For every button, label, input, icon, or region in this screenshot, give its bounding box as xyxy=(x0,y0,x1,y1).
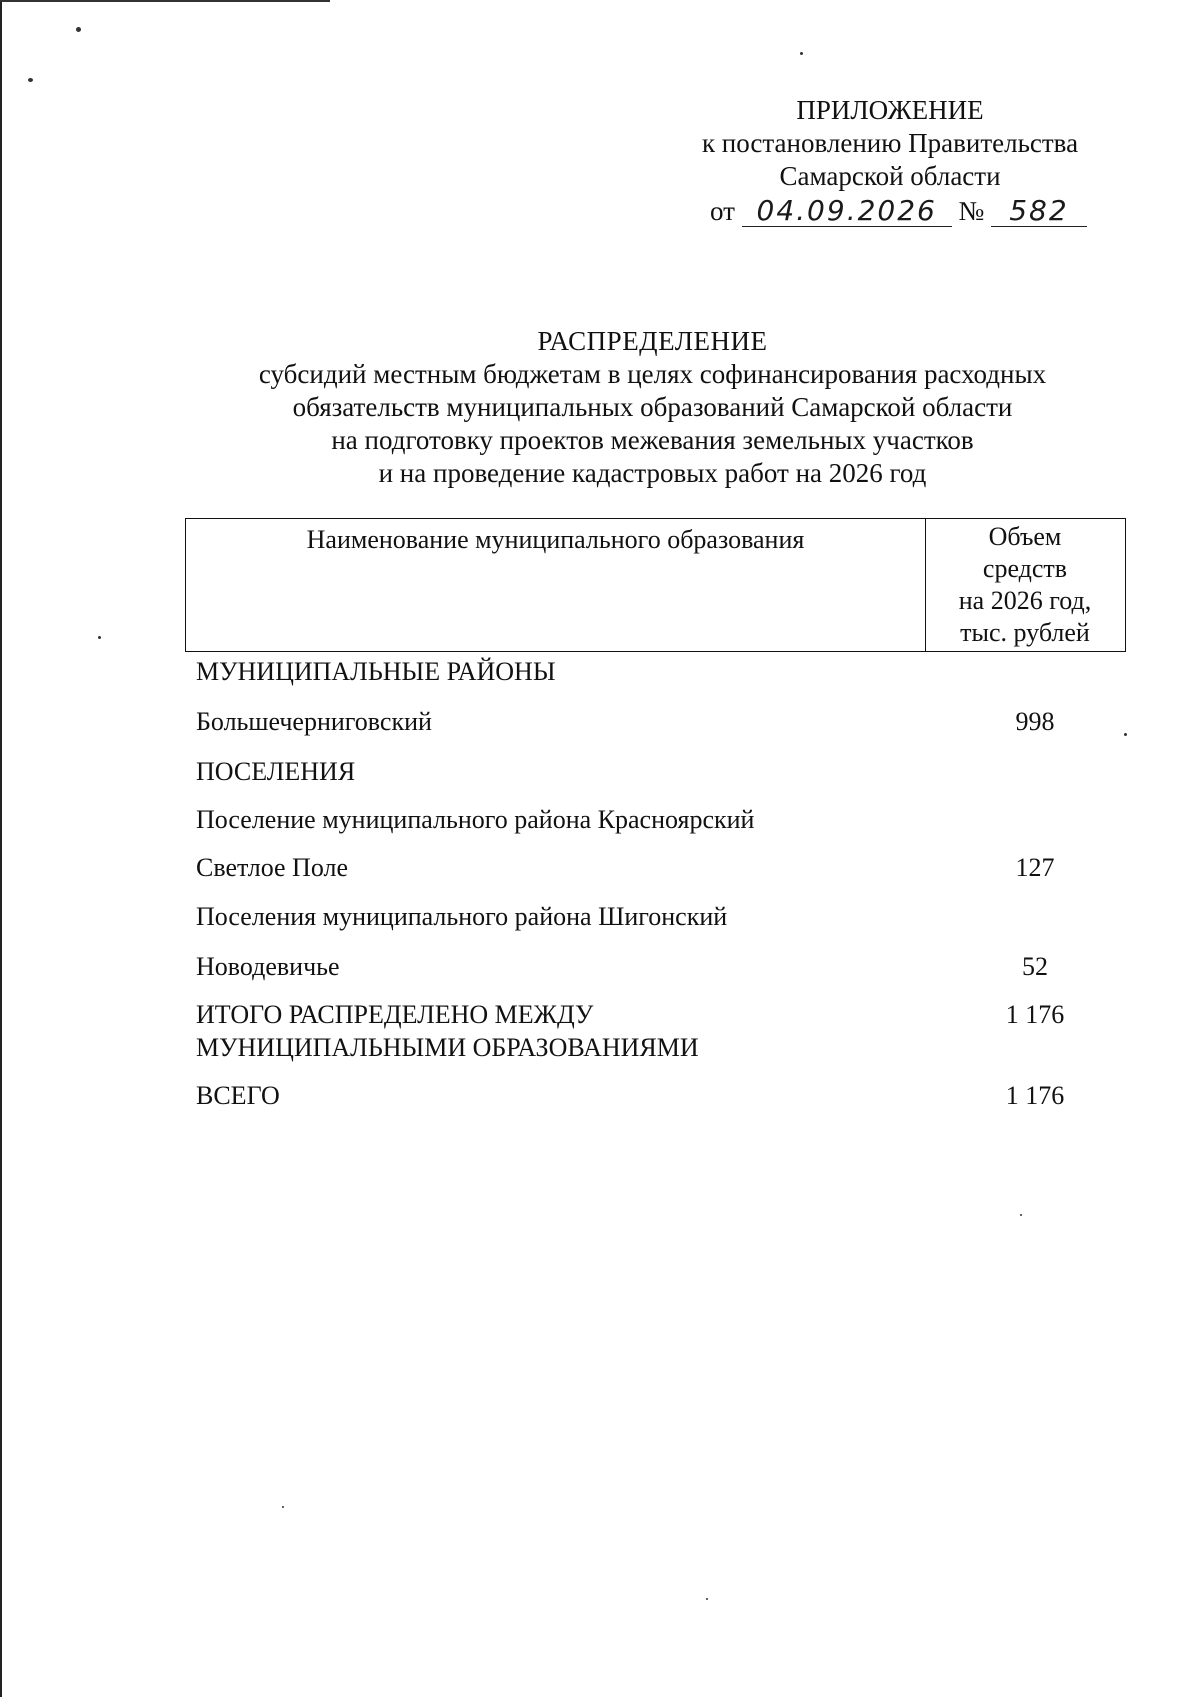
scan-speck xyxy=(800,52,803,55)
document-heading xyxy=(180,325,1125,490)
header-amount-line: средств xyxy=(982,554,1068,583)
table-header xyxy=(185,518,1126,652)
scan-speck xyxy=(1020,1214,1022,1216)
scan-speck xyxy=(282,1506,284,1508)
row-value: 1 176 xyxy=(1005,1081,1065,1110)
row-name: Большечерниговский xyxy=(196,707,432,736)
number-field xyxy=(991,196,1087,227)
scan-speck xyxy=(706,1598,708,1600)
row-name: Новодевичье xyxy=(196,952,340,981)
row-name-line: МУНИЦИПАЛЬНЫМИ ОБРАЗОВАНИЯМИ xyxy=(196,1033,699,1062)
row-value: 1 176 xyxy=(1005,1000,1065,1029)
row-value: 998 xyxy=(1015,707,1055,736)
row-name-line: ИТОГО РАСПРЕДЕЛЕНО МЕЖДУ xyxy=(196,1000,594,1029)
heading-line: и на проведение кадастровых работ на 2026 год xyxy=(378,458,927,488)
heading-line: субсидий местным бюджетам в целях софинансирования расходных xyxy=(258,359,1047,389)
heading-line: обязательств муниципальных образований Самарской области xyxy=(292,392,1013,422)
row-name: ПОСЕЛЕНИЯ xyxy=(196,757,356,786)
header-name-column: Наименование муниципального образования xyxy=(186,519,926,651)
header-amount-line: на 2026 год, xyxy=(958,586,1092,615)
document-title: РАСПРЕДЕЛЕНИЕ xyxy=(537,326,768,356)
heading-line: на подготовку проектов межевания земельных участков xyxy=(331,425,974,455)
approval-reference xyxy=(660,195,1120,228)
approval-stamp-block xyxy=(660,94,1120,228)
date-field xyxy=(742,196,952,227)
number-prefix: № xyxy=(958,196,985,226)
scan-speck xyxy=(76,27,81,32)
row-value: 127 xyxy=(1015,853,1055,882)
row-name: Поселения муниципального района Шигонский xyxy=(196,902,728,931)
approval-line: к постановлению Правительства xyxy=(701,128,1079,158)
scan-edge-top xyxy=(0,0,330,2)
approval-line: Самарской области xyxy=(779,161,1001,191)
row-name: Поселение муниципального района Красноярский xyxy=(196,805,755,834)
header-amount-line: тыс. рублей xyxy=(960,618,1090,647)
row-name: ВСЕГО xyxy=(196,1081,280,1110)
scan-speck xyxy=(98,636,101,639)
handwritten-date: 04.09.2026 xyxy=(756,194,937,227)
scan-edge-left xyxy=(0,0,2,1697)
approval-title: ПРИЛОЖЕНИЕ xyxy=(796,95,984,125)
handwritten-number: 582 xyxy=(1009,194,1069,227)
date-prefix: от xyxy=(710,196,735,226)
scan-speck xyxy=(28,78,33,82)
row-name xyxy=(196,998,916,1064)
row-name: Светлое Поле xyxy=(196,853,349,882)
header-amount-column xyxy=(926,519,1124,651)
row-value: 52 xyxy=(1022,952,1048,981)
header-amount-line: Объем xyxy=(988,522,1062,551)
row-name: МУНИЦИПАЛЬНЫЕ РАЙОНЫ xyxy=(196,657,556,686)
